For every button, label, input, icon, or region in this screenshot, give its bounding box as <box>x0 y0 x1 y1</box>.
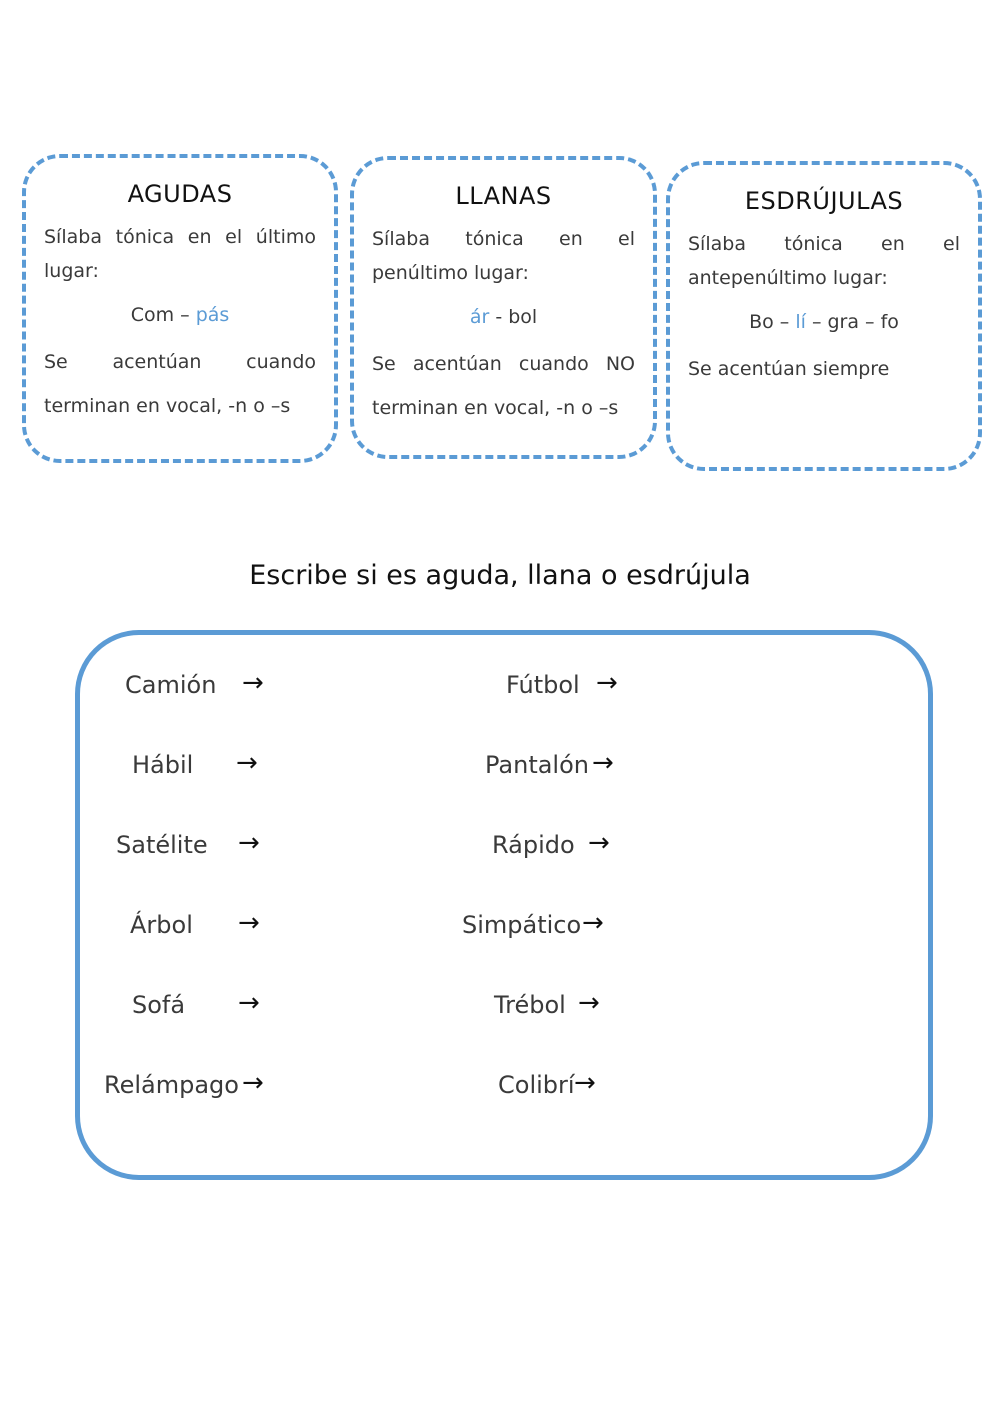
word-left-4: Árbol <box>130 911 193 939</box>
agudas-example-highlight: pás <box>195 304 230 326</box>
card-title-llanas: LLANAS <box>455 182 552 210</box>
word-left-5: Sofá <box>132 991 186 1019</box>
word-left-1: Camión <box>125 671 217 699</box>
arrow-icon: → <box>588 828 610 858</box>
esdrujulas-definition-line2: antepenúltimo lugar: <box>688 267 888 289</box>
card-esdrujulas <box>666 161 982 471</box>
instruction-heading: Escribe si es aguda, llana o esdrújula <box>249 560 751 591</box>
word-left-3: Satélite <box>116 831 208 859</box>
arrow-icon: → <box>574 1068 596 1098</box>
arrow-icon: → <box>238 828 260 858</box>
agudas-definition-line2: lugar: <box>44 260 99 282</box>
exercise-box <box>75 630 933 1180</box>
llanas-rule-line2: terminan en vocal, -n o –s <box>372 397 619 419</box>
word-left-6: Relámpago <box>104 1071 239 1099</box>
card-agudas <box>22 154 338 463</box>
arrow-icon: → <box>238 988 260 1018</box>
agudas-example <box>44 300 316 330</box>
card-llanas <box>350 156 657 459</box>
llanas-example-suffix: - bol <box>489 306 538 328</box>
word-right-5: Trébol <box>494 991 566 1019</box>
llanas-definition-line1: Sílaba tónica en el <box>372 228 635 250</box>
llanas-rule-line1: Se acentúan cuando NO <box>372 353 635 375</box>
arrow-icon: → <box>592 748 614 778</box>
agudas-definition-line1: Sílaba tónica en el último <box>44 226 316 248</box>
esdrujulas-rule-line1: Se acentúan siempre <box>688 358 890 380</box>
esdrujulas-definition-line1: Sílaba tónica en el <box>688 233 960 255</box>
esdrujulas-example <box>688 307 960 337</box>
llanas-definition-line2: penúltimo lugar: <box>372 262 529 284</box>
arrow-icon: → <box>238 908 260 938</box>
llanas-example <box>372 302 635 332</box>
word-left-2: Hábil <box>132 751 194 779</box>
arrow-icon: → <box>236 748 258 778</box>
card-title-esdrujulas: ESDRÚJULAS <box>744 187 904 215</box>
agudas-example-prefix: Com – <box>130 304 196 326</box>
agudas-rule-line1: Se acentúan cuando <box>44 351 316 373</box>
esdrujulas-example-suffix: – gra – fo <box>805 311 899 333</box>
llanas-example-highlight: ár <box>469 306 490 328</box>
word-right-6: Colibrí <box>498 1071 575 1099</box>
card-title-agudas: AGUDAS <box>127 180 233 208</box>
esdrujulas-example-highlight: lí <box>795 311 806 333</box>
word-right-3: Rápido <box>492 831 575 859</box>
word-right-2: Pantalón <box>485 751 589 779</box>
arrow-icon: → <box>578 988 600 1018</box>
esdrujulas-example-prefix: Bo – <box>749 311 796 333</box>
arrow-icon: → <box>242 1068 264 1098</box>
agudas-rule-line2: terminan en vocal, -n o –s <box>44 395 291 417</box>
word-right-4: Simpático <box>462 911 582 939</box>
arrow-icon: → <box>596 668 618 698</box>
word-right-1: Fútbol <box>506 671 580 699</box>
arrow-icon: → <box>242 668 264 698</box>
arrow-icon: → <box>582 908 604 938</box>
